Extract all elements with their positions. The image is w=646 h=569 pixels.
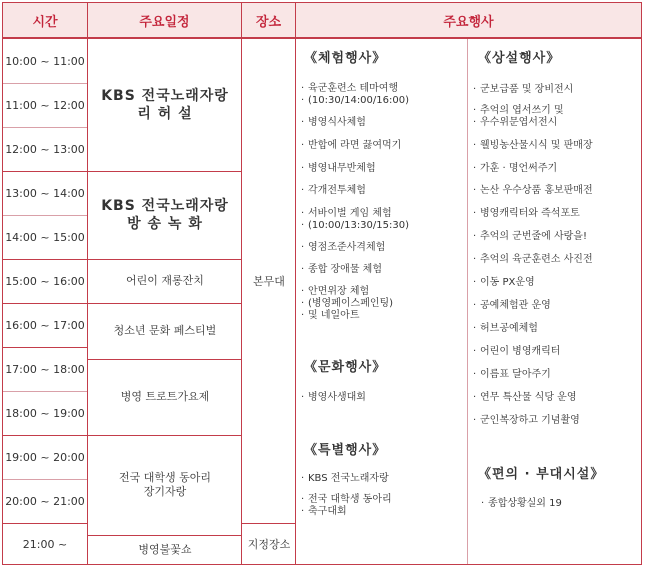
list-item: · 이동 PX운영: [480, 277, 640, 289]
time-cell: 12:00 ~ 13:00: [5, 142, 85, 156]
list-item: · 연무 특산물 식당 운영: [480, 392, 640, 404]
header-time: 시간: [3, 3, 87, 37]
list-item: · 및 네일아트: [308, 310, 468, 322]
list-item: · 서바이벌 게임 체험: [308, 208, 468, 220]
time-cell: 10:00 ~ 11:00: [5, 54, 85, 68]
row-divider: [3, 435, 87, 436]
time-cell: 11:00 ~ 12:00: [5, 98, 85, 112]
time-cell: 14:00 ~ 15:00: [5, 230, 85, 244]
section-title: 《체험행사》: [304, 51, 387, 66]
list-item: · 종합상황실외 19: [488, 498, 646, 510]
list-item: · 육군훈련소 테마여행: [308, 83, 468, 95]
list-item: · (병영페이스페인팅): [308, 298, 468, 310]
header-events: 주요행사: [296, 3, 641, 37]
schedule-line: 병영불꽃쇼: [138, 543, 192, 556]
section-title: 《상설행사》: [478, 51, 561, 66]
row-divider: [3, 347, 87, 348]
place-main-stage: 본무대: [253, 275, 285, 288]
time-cell: 18:00 ~ 19:00: [5, 406, 85, 420]
row-divider: [3, 391, 87, 392]
schedule-line: 전국 대학생 동아리: [118, 471, 211, 484]
schedule-line: 어린이 재롱잔치: [126, 274, 204, 287]
schedule-line: 병영 트로트가요제: [120, 390, 210, 403]
list-item: · 안면위장 체험: [308, 286, 468, 298]
time-cell: 17:00 ~ 18:00: [5, 362, 85, 376]
list-item: · 군보급품 및 장비전시: [480, 84, 640, 96]
list-item: · 축구대회: [308, 506, 468, 518]
row-divider: [3, 171, 87, 172]
section-title: 《특별행사》: [304, 443, 387, 458]
list-item: · 각개전투체험: [308, 185, 468, 197]
row-divider: [3, 83, 87, 84]
list-item: · 영점조준사격체험: [308, 242, 468, 254]
list-item: · 병영사생대회: [308, 392, 468, 404]
header-schedule: 주요일정: [88, 3, 241, 37]
list-item: · 논산 우수상품 홍보판매전: [480, 185, 640, 197]
col-divider: [87, 3, 88, 564]
events-column-right: [468, 39, 641, 565]
schedule-club: [89, 435, 241, 535]
schedule-line: 리 허 설: [137, 106, 193, 122]
header-place: 장소: [242, 3, 295, 37]
list-item: · 군인복장하고 기념촬영: [480, 415, 640, 427]
section-title: 《편의 · 부대시설》: [478, 467, 605, 482]
schedule-table: [2, 2, 642, 565]
schedule-broadcast: [89, 171, 241, 259]
list-item: · 전국 대학생 동아리: [308, 494, 468, 506]
list-item: · 가훈 · 명언써주기: [480, 163, 640, 175]
time-cell: 13:00 ~ 14:00: [5, 186, 85, 200]
row-divider: [3, 303, 87, 304]
row-divider: [3, 215, 87, 216]
schedule-line: KBS 전국노래자랑: [101, 198, 229, 214]
list-item: · (10:00/13:30/15:30): [308, 220, 468, 232]
row-divider: [3, 259, 87, 260]
time-cell: 16:00 ~ 17:00: [5, 318, 85, 332]
list-item: · 추억의 엽서쓰기 및: [480, 105, 640, 117]
list-item: · 어린이 병영캐릭터: [480, 346, 640, 358]
list-item: · 종합 장애물 체험: [308, 264, 468, 276]
row-divider: [3, 127, 87, 128]
list-item: · 병영캐릭터와 즉석포토: [480, 208, 640, 220]
row-divider: [3, 523, 87, 524]
list-item: · 웰빙농산물시식 및 판매장: [480, 140, 640, 152]
schedule-kids: [89, 259, 241, 303]
schedule-rehearsal: [89, 39, 241, 171]
schedule-line: 청소년 문화 페스티벌: [113, 324, 217, 337]
list-item: · KBS 전국노래자랑: [308, 473, 468, 485]
row-divider: [3, 479, 87, 480]
section-title: 《문화행사》: [304, 360, 387, 375]
list-item: · 병영내무반체험: [308, 163, 468, 175]
list-item: · 이름표 달아주기: [480, 369, 640, 381]
list-item: · 반합에 라면 끓여먹기: [308, 140, 468, 152]
schedule-line: 방 송 녹 화: [127, 216, 203, 232]
time-cell: 21:00 ~: [22, 537, 68, 551]
list-item: · 추억의 육군훈련소 사진전: [480, 254, 640, 266]
list-item: · (10:30/14:00/16:00): [308, 95, 468, 107]
list-item: · 허브공예체험: [480, 323, 640, 335]
schedule-youth: [89, 303, 241, 359]
time-cell: 19:00 ~ 20:00: [5, 450, 85, 464]
schedule-trot: [89, 359, 241, 435]
events-column-left: [296, 39, 467, 565]
schedule-line: KBS 전국노래자랑: [101, 88, 229, 104]
schedule-line: 장기자랑: [143, 485, 187, 498]
place-designated: 지정장소: [247, 538, 291, 551]
list-item: · 추억의 군번줄에 사랑을!: [480, 231, 640, 243]
time-cell: 15:00 ~ 16:00: [5, 274, 85, 288]
time-cell: 20:00 ~ 21:00: [5, 494, 85, 508]
list-item: · 우수위문엽서전시: [480, 117, 640, 129]
list-item: · 병영식사체험: [308, 117, 468, 129]
list-item: · 공예체험관 운영: [480, 300, 640, 312]
schedule-fireworks: [89, 535, 241, 565]
col-divider: [241, 3, 242, 564]
